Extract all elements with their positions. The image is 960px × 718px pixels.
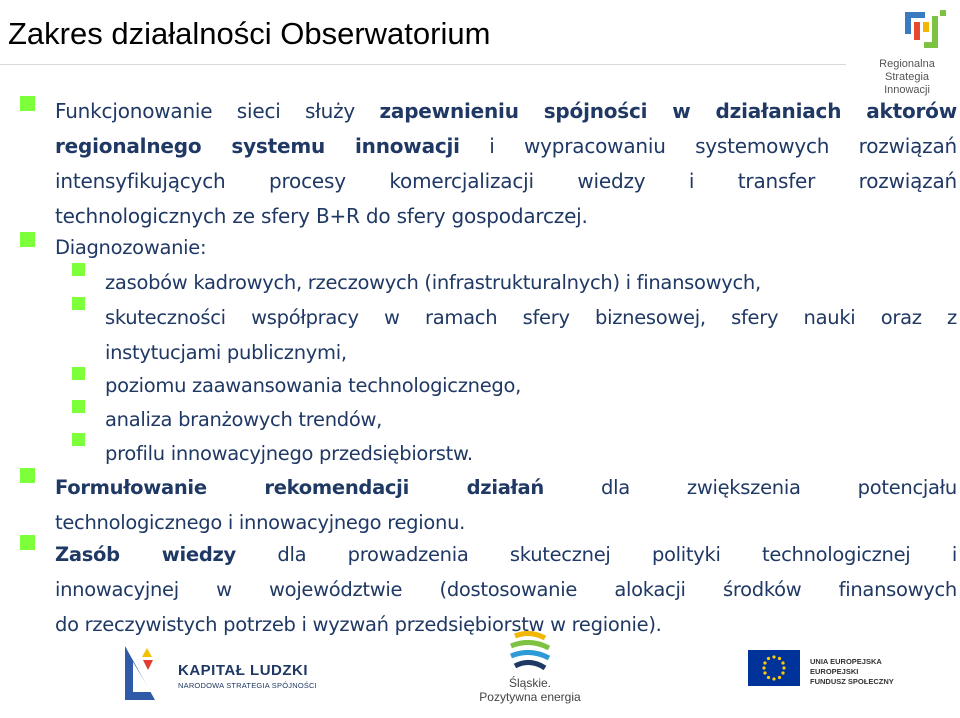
text-line: Zasób wiedzy dla prowadzenia skutecznej polityki technologicznej i <box>55 543 957 566</box>
slaskie-icon <box>505 628 555 676</box>
text-line: technologicznego i innowacyjnego regionu. <box>55 511 466 534</box>
kapital-ludzki-text <box>178 662 317 690</box>
kapital-ludzki-logo <box>125 640 165 708</box>
diagnosis-item <box>105 368 521 403</box>
title-divider <box>0 64 846 65</box>
eu-text <box>810 657 894 687</box>
sub-bullet-marker <box>72 367 85 380</box>
colon: : <box>200 236 207 259</box>
eu-line: UNIA EUROPEJSKA <box>810 657 882 666</box>
paragraph-knowledge <box>55 537 957 642</box>
text-line: skuteczności współpracy w ramach sfery biznesowej, sfery nauki oraz z <box>105 306 957 329</box>
kapital-ludzki-subtitle: NARODOWA STRATEGIA SPÓJNOŚCI <box>178 681 317 690</box>
text-line: do rzeczywistych potrzeb i wyzwań przedsiębiorstw w regionie). <box>55 613 662 636</box>
diagnosis-item <box>105 402 382 437</box>
rsi-logo-icon <box>862 8 952 58</box>
sub-bullet-marker <box>72 263 85 276</box>
eu-line: EUROPEJSKI <box>810 667 859 676</box>
text-line: analiza branżowych trendów, <box>105 408 383 431</box>
diagnosis-item <box>105 300 957 370</box>
sub-bullet-marker <box>72 297 85 310</box>
sub-bullet-marker <box>72 400 85 413</box>
text-line: zasobów kadrowych, rzeczowych (infrastrukturalnych) i finansowych, <box>105 271 761 294</box>
diagnosis-item <box>105 265 761 300</box>
kapital-ludzki-icon <box>125 640 165 702</box>
bullet-marker <box>20 535 35 550</box>
rsi-logo <box>862 8 952 106</box>
text-line: Formułowanie rekomendacji działań dla zwiększenia potencjału <box>55 476 957 499</box>
slaskie-line1: Śląskie. <box>508 676 552 690</box>
rsi-logo-line: Strategia <box>884 71 930 83</box>
eu-line: FUNDUSZ SPOŁECZNY <box>810 677 894 686</box>
page-title: Zakres działalności Obserwatorium <box>8 16 491 51</box>
eu-flag-icon <box>748 650 800 686</box>
diagnosis-heading <box>55 230 206 265</box>
bullet-marker <box>20 468 35 483</box>
paragraph-network <box>55 94 957 234</box>
text-line: innowacyjnej w województwie (dostosowanie alokacji środków finansowych <box>55 578 957 601</box>
bullet-marker <box>20 96 35 111</box>
text-line: intensyfikujących procesy komercjalizacji wiedzy i transfer rozwiązań <box>55 169 957 193</box>
text-line: profilu innowacyjnego przedsiębiorstw. <box>105 442 473 465</box>
text-line: Funkcjonowanie sieci służy zapewnieniu spójności w działaniach aktorów <box>55 99 957 123</box>
text-line: regionalnego systemu innowacji i wypracowaniu systemowych rozwiązań <box>55 134 957 158</box>
paragraph-recommendations <box>55 470 957 540</box>
rsi-logo-line: Innowacji <box>884 84 930 96</box>
slaskie-text <box>470 676 590 704</box>
sub-bullet-marker <box>72 433 85 446</box>
bullet-marker <box>20 232 35 247</box>
rsi-logo-line: Regionalna <box>879 58 935 70</box>
text-line: instytucjami publicznymi, <box>105 341 347 364</box>
kapital-ludzki-title: KAPITAŁ LUDZKI <box>178 662 309 679</box>
diagnosis-item <box>105 436 473 471</box>
text-line: poziomu zaawansowania technologicznego, <box>105 374 522 397</box>
diagnosis-heading-text: Diagnozowanie <box>55 236 200 259</box>
text-line: technologicznych ze sfery B+R do sfery gospodarczej. <box>55 204 588 228</box>
slaskie-line2: Pozytywna energia <box>479 690 581 704</box>
